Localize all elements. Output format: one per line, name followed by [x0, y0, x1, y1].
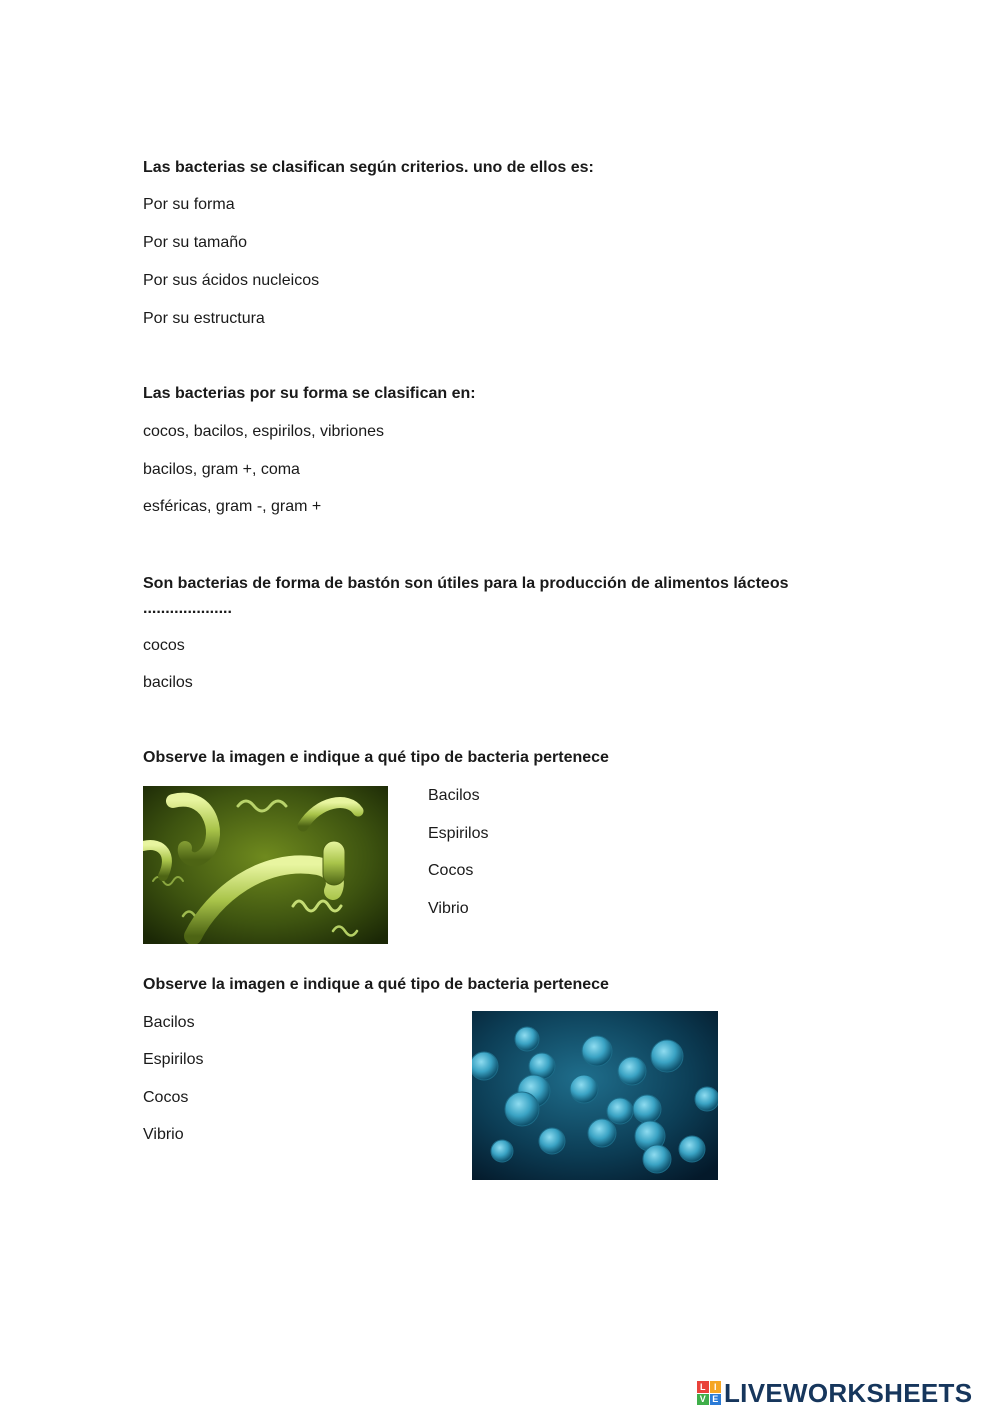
q5-option-4[interactable]: Vibrio — [143, 1126, 184, 1143]
logo-text: LIVEWORKSHEETS — [724, 1377, 973, 1408]
q1-option-2[interactable]: Por su tamaño — [143, 234, 248, 251]
logo-letter-e: E — [710, 1394, 722, 1406]
q1-option-3[interactable]: Por sus ácidos nucleicos — [143, 272, 320, 289]
q4-option-2[interactable]: Espirilos — [428, 825, 489, 842]
question-2-title: Las bacterias por su forma se clasifican en: — [143, 385, 476, 402]
q2-option-3[interactable]: esféricas, gram -, gram + — [143, 498, 322, 515]
q3-option-1[interactable]: cocos — [143, 637, 185, 654]
q4-option-1[interactable]: Bacilos — [428, 787, 480, 804]
q5-option-3[interactable]: Cocos — [143, 1089, 189, 1106]
logo-letter-i: I — [710, 1381, 722, 1393]
liveworksheets-logo — [697, 1378, 997, 1408]
q1-option-1[interactable]: Por su forma — [143, 196, 235, 213]
q3-option-2[interactable]: bacilos — [143, 674, 193, 691]
q4-option-3[interactable]: Cocos — [428, 862, 474, 879]
question-3-title: Son bacterias de forma de bastón son útiles para la producción de alimentos lácteos — [143, 575, 789, 592]
q1-option-4[interactable]: Por su estructura — [143, 310, 265, 327]
logo-letter-l: L — [697, 1381, 709, 1393]
logo-letter-v: V — [697, 1394, 709, 1406]
cocci-bacteria-image — [472, 1011, 718, 1180]
spirilla-bacteria-image — [143, 786, 388, 944]
q2-option-1[interactable]: cocos, bacilos, espirilos, vibriones — [143, 423, 384, 440]
question-3-blank: .................... — [143, 600, 232, 617]
q4-option-4[interactable]: Vibrio — [428, 900, 469, 917]
q5-option-1[interactable]: Bacilos — [143, 1014, 195, 1031]
question-1-title: Las bacterias se clasifican según criterios. uno de ellos es: — [143, 159, 594, 176]
q2-option-2[interactable]: bacilos, gram +, coma — [143, 461, 300, 478]
question-5-title: Observe la imagen e indique a qué tipo de bacteria pertenece — [143, 976, 609, 993]
q5-option-2[interactable]: Espirilos — [143, 1051, 204, 1068]
logo-mark-icon — [697, 1381, 721, 1405]
question-4-title: Observe la imagen e indique a qué tipo de bacteria pertenece — [143, 749, 609, 766]
